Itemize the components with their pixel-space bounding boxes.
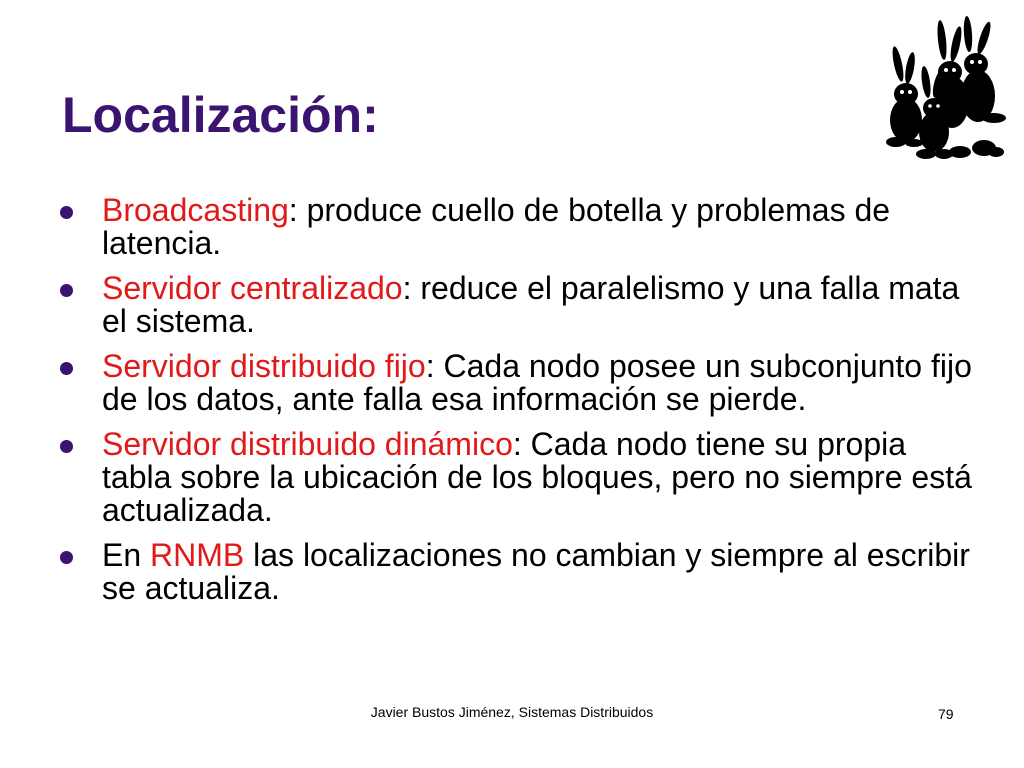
list-item xyxy=(60,194,980,260)
page-number: 79 xyxy=(938,706,954,722)
bullet-dot-icon xyxy=(60,551,73,564)
list-item xyxy=(60,272,980,338)
bullet-highlight: RNMB xyxy=(150,537,245,573)
bullet-highlight: Servidor centralizado xyxy=(102,270,403,306)
bullet-text: : reduce el paralelismo y una falla mata el sistema. xyxy=(102,270,960,339)
bullet-dot-icon xyxy=(60,362,73,375)
rabbits-clipart-icon xyxy=(884,16,1010,162)
bullet-prefix: En xyxy=(102,537,151,573)
bullet-dot-icon xyxy=(60,206,73,219)
bullet-highlight: Servidor distribuido dinámico xyxy=(102,426,513,462)
bullet-text: : Cada nodo posee un subconjunto fijo de los datos, ante falla esa información se pierde. xyxy=(102,348,972,417)
bullet-dot-icon xyxy=(60,284,73,297)
bullet-dot-icon xyxy=(60,440,73,453)
bullet-text: : produce cuello de botella y problemas de latencia. xyxy=(102,192,891,261)
bullet-list xyxy=(60,194,980,617)
bullet-highlight: Servidor distribuido fijo xyxy=(102,348,426,384)
list-item xyxy=(60,350,980,416)
footer-author: Javier Bustos Jiménez, Sistemas Distribuidos xyxy=(370,704,654,720)
bullet-highlight: Broadcasting xyxy=(102,192,289,228)
bullet-text: las localizaciones no cambian y siempre al escribir se actualiza. xyxy=(102,537,970,606)
slide-title: Localización: xyxy=(62,87,379,143)
bullet-text: : Cada nodo tiene su propia tabla sobre la ubicación de los bloques, pero no siempre está actualizada. xyxy=(102,426,972,528)
list-item xyxy=(60,539,980,605)
list-item xyxy=(60,428,980,527)
